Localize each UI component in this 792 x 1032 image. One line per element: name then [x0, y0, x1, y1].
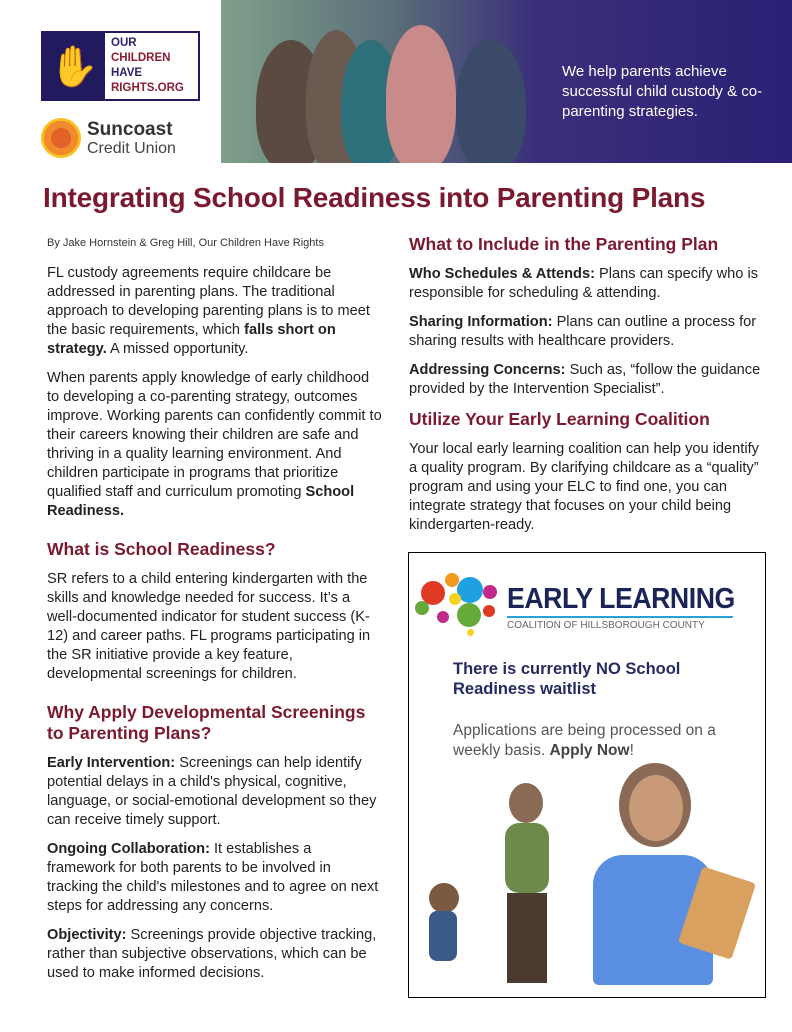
early-learning-ad[interactable]	[408, 552, 766, 998]
intro-paragraph: FL custody agreements require childcare be addressed in parenting plans. The traditional approach to developing parenting plans is to meet the basic requirements, which falls short on strategy. A missed opportunity.	[47, 265, 370, 357]
logo-text: OUR	[111, 37, 137, 49]
parent-child-illustration	[479, 783, 569, 993]
byline: By Jake Hornstein & Greg Hill, Our Children Have Rights	[47, 237, 324, 249]
elc-dots-logo-icon	[417, 571, 497, 637]
banner-tagline: We help parents achieve successful child custody & co-parenting strategies.	[562, 63, 763, 120]
paragraph: When parents apply knowledge of early childhood to developing a co-parenting strategy, outcomes improve. Working parents can confidently commit to their careers knowing their children are safe and thriving in a quality learning environment. And children participate in programs that prioritize qualified staff and curriculum promoting School Readiness.	[47, 370, 382, 519]
hand-icon: ✋	[43, 33, 105, 99]
section-heading: Why Apply Developmental Screenings to Parenting Plans?	[47, 702, 366, 743]
paragraph: Your local early learning coalition can help you identify a quality program. By clarifying childcare as a “quality” program and using your ELC to find one, you can integrate strategy that focuses on your child being kindergarten-ready.	[409, 441, 759, 533]
elc-body: Applications are being processed on a weekly basis. Apply Now!	[453, 722, 716, 759]
our-children-have-rights-logo	[41, 31, 200, 101]
list-item: Who Schedules & Attends: Plans can specify who is responsible for scheduling & attending.	[409, 266, 758, 301]
suncoast-logo	[41, 118, 176, 158]
left-column	[47, 264, 383, 993]
teacher-illustration	[589, 763, 759, 998]
list-item: Sharing Information: Plans can outline a process for sharing results with healthcare providers.	[409, 314, 757, 349]
list-item: Ongoing Collaboration: It establishes a framework for both parents to be involved in tracking the child's milestones and to agree on next steps for addressing any concerns.	[47, 841, 379, 914]
elc-name: EARLY LEARNING	[507, 583, 735, 615]
header-banner-photo	[221, 0, 792, 163]
paragraph: SR refers to a child entering kindergarten with the skills and knowledge needed for success. It’s a well-documented indicator for student success (K-12) and career paths. FL programs participating in the SR initiative provide a key feature, developmental screenings for children.	[47, 571, 371, 682]
apply-now-link[interactable]: Apply Now	[549, 742, 630, 759]
elc-headline: There is currently NO School Readiness waitlist	[453, 660, 681, 698]
section-heading: Utilize Your Early Learning Coalition	[409, 409, 710, 429]
suncoast-sub: Credit Union	[87, 139, 176, 157]
elc-subtitle: COALITION OF HILLSBOROUGH COUNTY	[507, 620, 705, 631]
suncoast-name: Suncoast	[87, 118, 173, 140]
logo-text: CHILDREN	[111, 52, 171, 64]
right-column	[409, 234, 765, 545]
section-heading: What to Include in the Parenting Plan	[409, 234, 719, 254]
section-heading: What is School Readiness?	[47, 539, 276, 559]
page-title: Integrating School Readiness into Parenting Plans	[43, 182, 706, 213]
divider	[507, 616, 733, 618]
list-item: Addressing Concerns: Such as, “follow the guidance provided by the Intervention Specialist”.	[409, 362, 761, 397]
list-item: Early Intervention: Screenings can help identify potential delays in a child's physical, cognitive, language, or social-emotional development so they can receive timely support.	[47, 755, 377, 828]
logo-text: RIGHTS.ORG	[111, 82, 184, 94]
list-item: Objectivity: Screenings provide objective tracking, rather than subjective observations, which can be used to make informed decisions.	[47, 927, 377, 981]
sun-icon	[41, 118, 81, 158]
logo-text: HAVE	[111, 67, 143, 79]
